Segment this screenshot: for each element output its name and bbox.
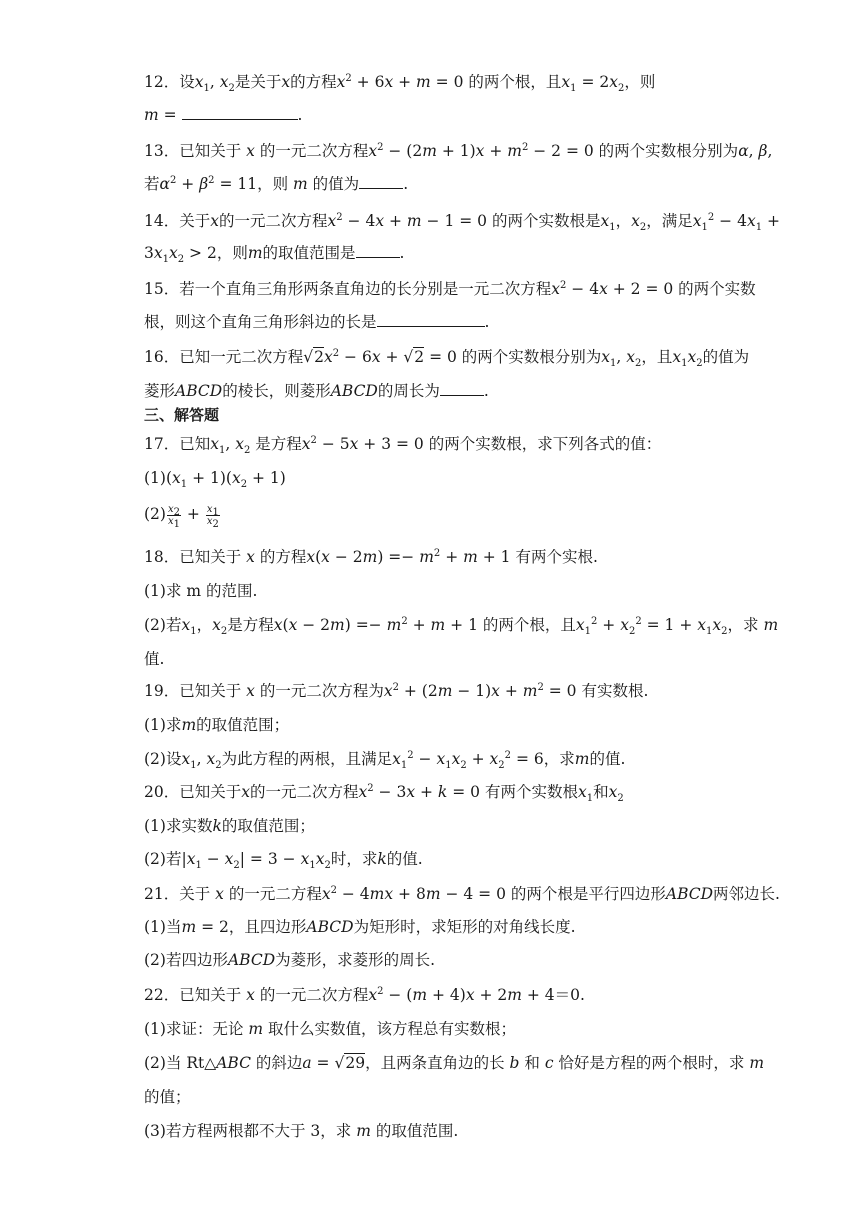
question-14-line-2: $3x_1x_2 > 2$，则m的取值范围是 . bbox=[144, 244, 405, 266]
question-18-part-1: (1)求 m 的范围. bbox=[144, 582, 258, 600]
question-17-part-1: $(1)(x_1 + 1)(x_2 + 1)$ bbox=[144, 469, 286, 491]
question-21-part-1: (1)当m = 2，且四边形ABCD为矩形时，求矩形的对角线长度. bbox=[144, 918, 576, 936]
question-22-part-1: (1)求证：无论 m 取什么实数值，该方程总有实数根； bbox=[144, 1020, 517, 1038]
question-19: 19．已知关于 x 的一元二次方程为$x^2 + (2m - 1)x + m^2 = 0$ 有实数根. bbox=[144, 681, 649, 700]
question-22-part-2: (2)当 Rt△ABC 的斜边a = √29，且两条直角边的长 b 和 c 恰好是方程的两个根时，求 m bbox=[144, 1054, 765, 1072]
section-heading: 三、解答题 bbox=[144, 406, 220, 424]
question-16-line-2: 菱形ABCD的棱长，则菱形ABCD的周长为 . bbox=[144, 382, 489, 400]
question-13-line-2: 若$\alpha^2 + \beta^2 = 11$，则 m 的值为 . bbox=[144, 174, 409, 193]
question-21-part-2: (2)若四边形ABCD为菱形，求菱形的周长. bbox=[144, 951, 436, 969]
question-22-part-3: (3)若方程两根都不大于 3，求 m 的取值范围. bbox=[144, 1122, 459, 1140]
question-15-line-1: 15．若一个直角三角形两条直角边的长分别是一元二次方程$x^2 - 4x + 2 = 0$ 的两个实数 bbox=[144, 279, 756, 298]
question-20-part-1: (1)求实数k的取值范围； bbox=[144, 817, 315, 835]
answer-blank bbox=[377, 312, 485, 327]
question-21: 21．关于 x 的一元二方程$x^2 - 4mx + 8m - 4 = 0$ 的两个根是平行四边形ABCD两邻边长. bbox=[144, 884, 780, 903]
question-16-line-1: 16．已知一元二次方程$√2x^2 - 6x + √2 = 0$ 的两个实数根分别为$x_1$, $x_2$，且$x_1x_2$的值为 bbox=[144, 347, 750, 370]
question-17: 17．已知$x_1$, $x_2$ 是方程$x^2 - 5x + 3 = 0$ 的两个实数根，求下列各式的值： bbox=[144, 434, 662, 457]
answer-blank bbox=[359, 174, 403, 189]
answer-blank bbox=[356, 243, 400, 258]
question-20-part-2: (2)若$|x_1 - x_2| = 3 - x_1x_2$时，求k的值. bbox=[144, 850, 423, 872]
answer-blank bbox=[440, 381, 484, 396]
question-22-part-2-cont: 的值； bbox=[144, 1088, 191, 1106]
question-12-line-2: m = . bbox=[144, 106, 303, 124]
question-17-part-2: (2) $\frac{x_2}{x_1}$ + $\frac{x_1}{x_2}$ bbox=[144, 503, 219, 530]
question-19-part-1: (1)求m的取值范围； bbox=[144, 716, 290, 734]
question-20: 20．已知关于x的一元二次方程$x^2 - 3x + k = 0$ 有两个实数根$x_1$和$x_2$ bbox=[144, 782, 624, 805]
question-12-line-1: 12．设$x_1$, $x_2$是关于x的方程$x^2 + 6x + m = 0$ 的两个根，且$x_1 = 2x_2$，则 bbox=[144, 72, 656, 95]
question-19-part-2: (2)设$x_1$, $x_2$为此方程的两根，且满足$x_1^2 - x_1x_2 + x_2^2 = 6$，求m的值. bbox=[144, 749, 626, 772]
question-15-line-2: 根，则这个直角三角形斜边的长是 . bbox=[144, 313, 490, 331]
answer-blank bbox=[182, 105, 298, 120]
question-18: 18．已知关于 x 的方程$x(x - 2m) =- m^2 + m + 1$ 有两个实根. bbox=[144, 547, 598, 566]
question-22: 22．已知关于 x 的一元二次方程$x^2 - (m + 4)x + 2m + 4=0$. bbox=[144, 985, 585, 1004]
question-18-part-2: (2)若$x_1$，$x_2$是方程$x(x - 2m) =- m^2 + m + 1$ 的两个根，且$x_1^2 + x_2^2 = 1 + x_1x_2$，求 m bbox=[144, 615, 779, 638]
question-13-line-1: 13．已知关于 x 的一元二次方程$x^2 - (2m + 1)x + m^2 - 2 = 0$ 的两个实数根分别为α, β, bbox=[144, 141, 773, 160]
question-14-line-1: 14．关于x的一元二次方程$x^2 - 4x + m - 1 = 0$ 的两个实数根是$x_1$，$x_2$，满足$x_1^2 - 4x_1$ + bbox=[144, 211, 780, 234]
question-18-part-2-cont: 值. bbox=[144, 650, 165, 668]
